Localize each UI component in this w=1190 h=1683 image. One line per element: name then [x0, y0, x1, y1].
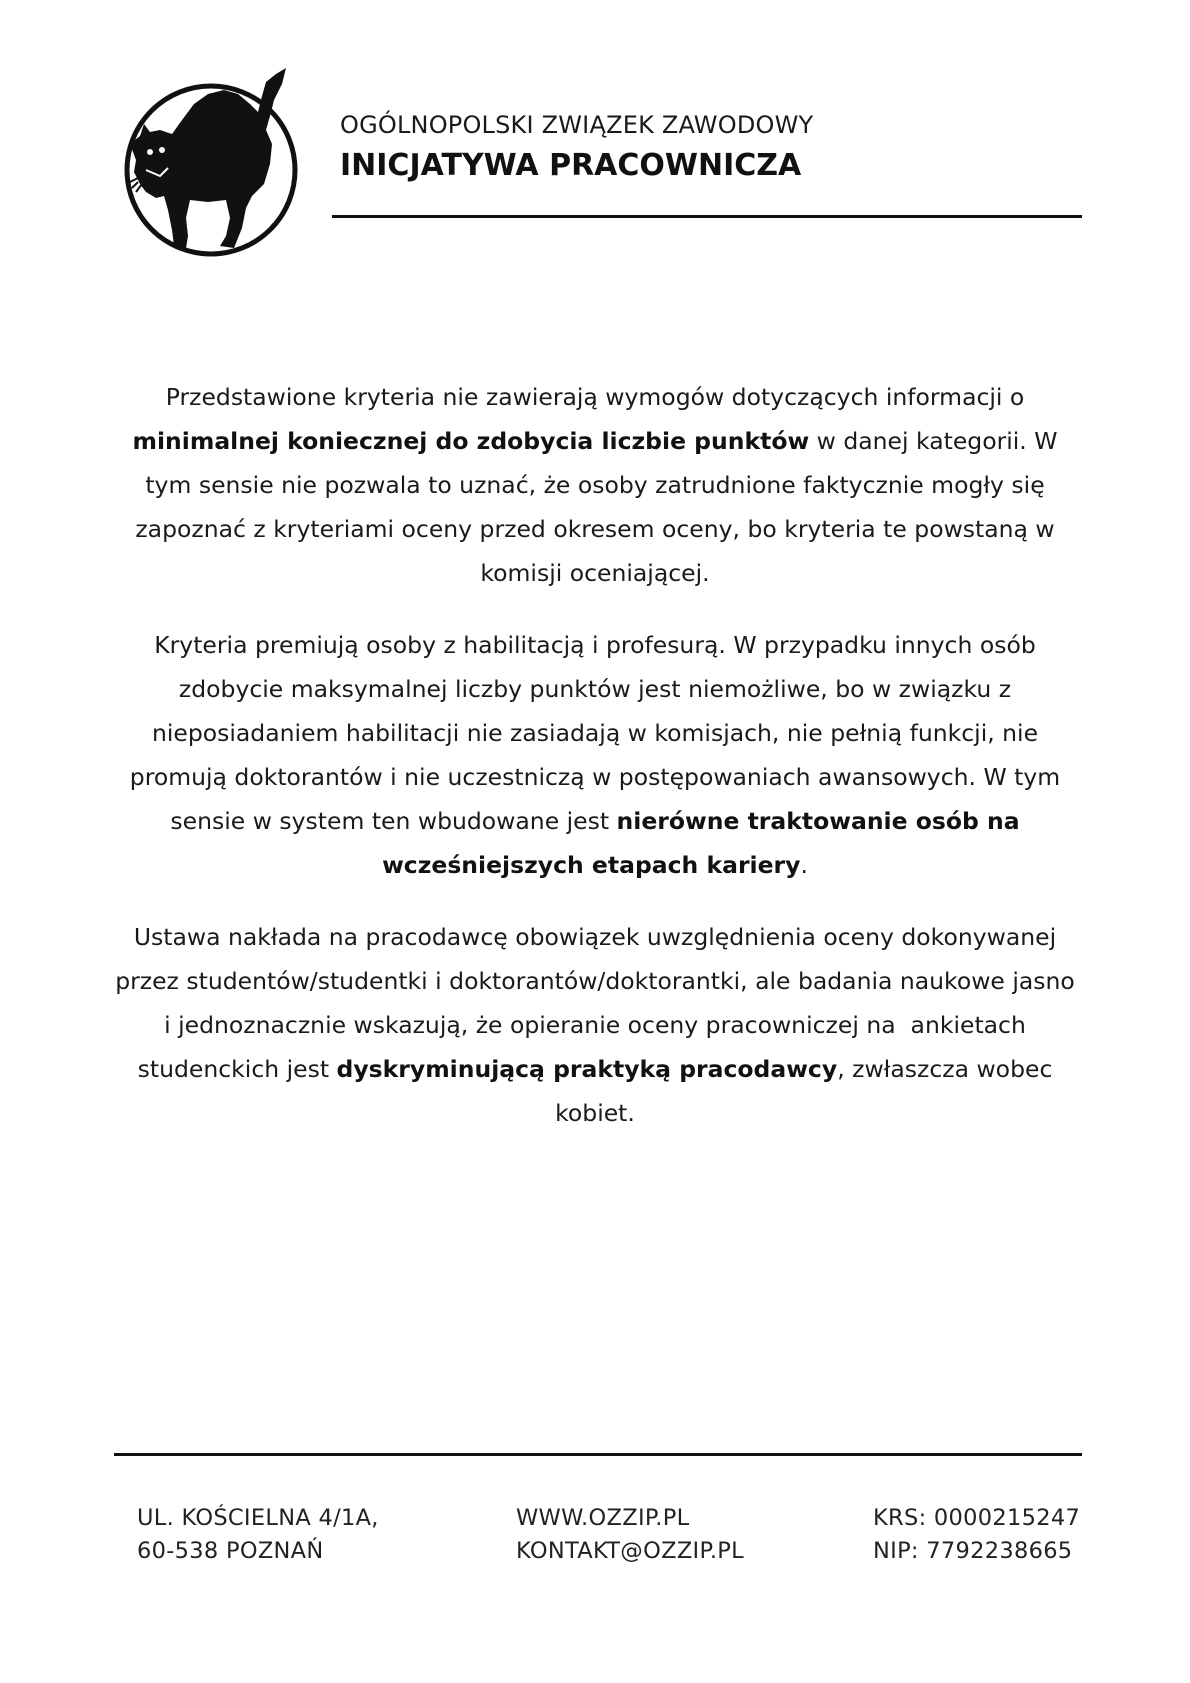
paragraph-2-text-end: . [800, 851, 808, 879]
org-subtitle: OGÓLNOPOLSKI ZWIĄZEK ZAWODOWY [340, 111, 814, 139]
paragraph-2-text: Kryteria premiują osoby z habilitacją i profesurą. W przypadku innych osób zdobycie maksymalnej liczby punktów jest niemożliwe, bo w związku z nieposiadaniem habilitacji nie zasiadają w komisjach, nie pełnią funkcji, nie promują doktorantów i nie uczestniczą w postępowaniach awansowych. W tym sensie w system ten wbudowane jest [129, 631, 1068, 835]
union-logo [116, 60, 306, 260]
footer-divider [114, 1453, 1082, 1456]
footer-registry [873, 1502, 1080, 1568]
black-cat-icon [116, 60, 306, 260]
paragraph-1 [110, 375, 1080, 595]
paragraph-3 [110, 915, 1083, 1135]
header-divider [332, 215, 1082, 218]
letter-body [110, 375, 1083, 1163]
paragraph-3-emphasis: dyskryminującą praktyką pracodawcy [336, 1055, 838, 1083]
krs-number: KRS: 0000215247 [873, 1505, 1081, 1531]
address-street: UL. KOŚCIELNA 4/1A, [137, 1505, 379, 1531]
address-city: 60-538 POZNAŃ [137, 1538, 324, 1564]
paragraph-3-text-end: , zwłaszcza wobec kobiet. [555, 1055, 1060, 1127]
paragraph-1-text: Przedstawione kryteria nie zawierają wymogów dotyczących informacji o [165, 383, 1032, 411]
paragraph-1-emphasis: minimalnej koniecznej do zdobycia liczbie punktów [132, 427, 810, 455]
paragraph-2-emphasis: nierówne traktowanie osób na wcześniejszych etapach kariery [382, 807, 1020, 879]
paragraph-2 [110, 623, 1080, 887]
email-link[interactable]: KONTAKT@OZZIP.PL [516, 1538, 744, 1564]
footer-contact [516, 1502, 744, 1568]
org-name: INICJATYWA PRACOWNICZA [340, 148, 802, 183]
paragraph-1-text-end: w danej kategorii. W tym sensie nie pozwala to uznać, że osoby zatrudnione faktycznie mogły się zapoznać z kryteriami oceny przed okresem oceny, bo kryteria te powstaną w komisji oceniającej. [135, 427, 1065, 587]
paragraph-3-text: Ustawa nakłada na pracodawcę obowiązek uwzględnienia oceny dokonywanej przez studentów/studentki i doktorantów/doktorantki, ale badania naukowe jasno i jednoznacznie wskazują, że opieranie oceny pracowniczej na ankietach studenckich jest [115, 923, 1083, 1083]
footer-address [137, 1502, 379, 1568]
website-link[interactable]: WWW.OZZIP.PL [516, 1505, 690, 1531]
nip-number: NIP: 7792238665 [873, 1538, 1073, 1564]
